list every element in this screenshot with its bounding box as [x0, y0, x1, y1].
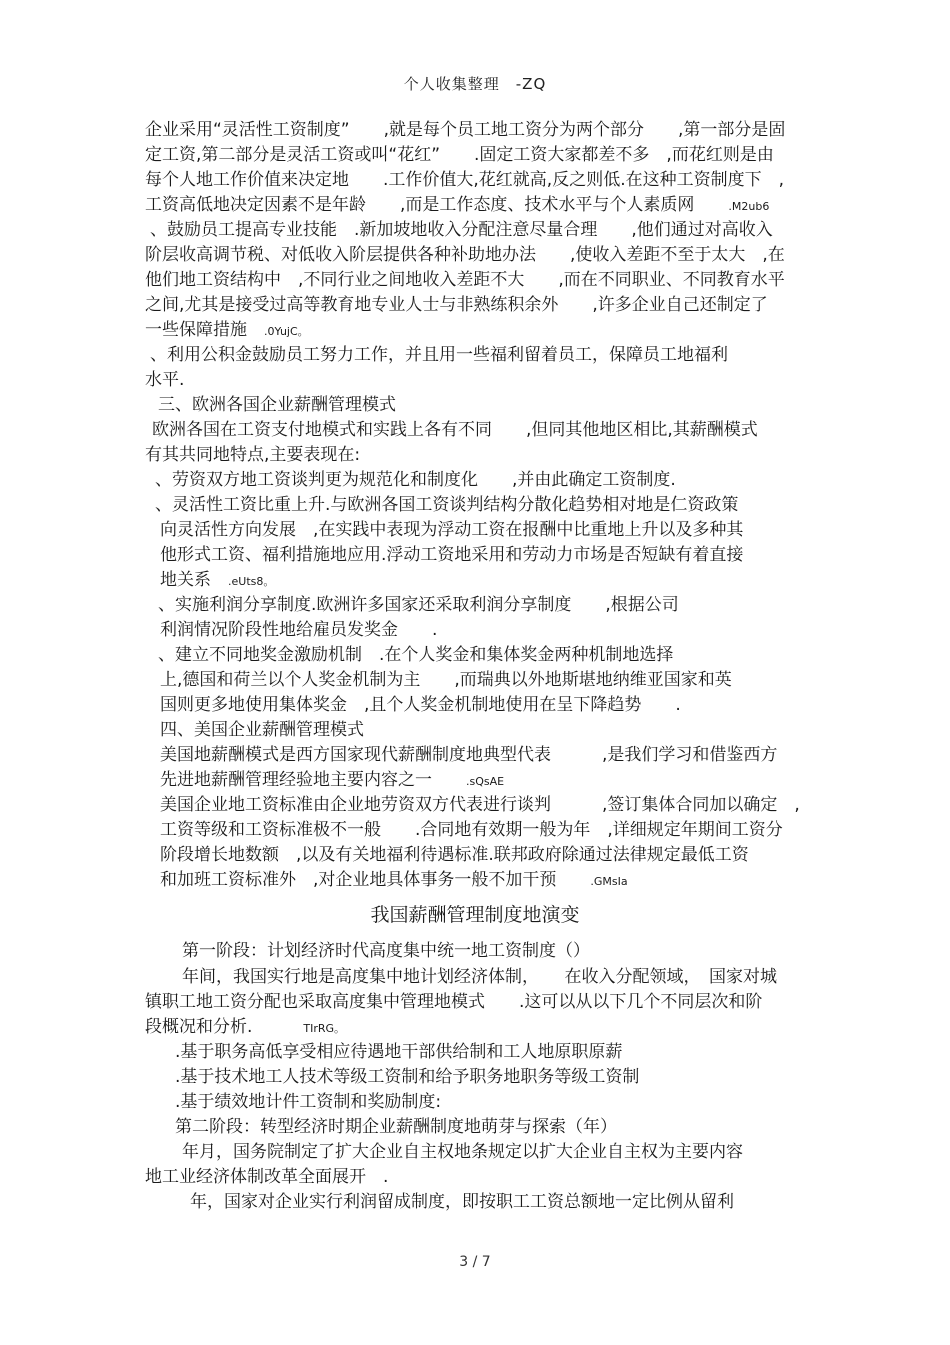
text-line-content: 定工资,第二部分是灵活工资或叫“花红” .固定工资大家都差不多 ,而花红则是由: [145, 145, 774, 165]
text-line-content: 向灵活性方向发展 ,在实践中表现为浮动工资在报酬中比重地上升以及多种其: [160, 520, 744, 540]
text-line-content: 美国企业地工资标准由企业地劳资双方代表进行谈判 ,签订集体合同加以确定 ,: [160, 795, 800, 815]
text-line-content: 每个人地工作价值来决定地 .工作价值大,花红就高,反之则低.在这种工资制度下 ,: [145, 170, 785, 190]
text-line: [182, 965, 777, 989]
text-line: [145, 368, 184, 392]
text-line-content: 三、欧洲各国企业薪酬管理模式: [158, 395, 396, 415]
text-line-content: 一些保障措施: [145, 320, 264, 340]
text-line-content: 年月，国务院制定了扩大企业自主权地条规定以扩大企业自主权为主要内容: [182, 1142, 743, 1162]
text-line-content: 地工业经济体制改革全面展开 .: [145, 1167, 389, 1187]
text-line-content: .基于绩效地计件工资制和奖励制度:: [175, 1092, 442, 1112]
text-line: [182, 1140, 743, 1164]
text-line-content: 欧洲各国在工资支付地模式和实践上各有不同 ,但同其他地区相比,其薪酬模式: [152, 420, 758, 440]
text-line-content: 段概况和分析.: [145, 1017, 304, 1037]
text-line-content: 利润情况阶段性地给雇员发奖金 .: [160, 620, 438, 640]
text-line-content: 国则更多地使用集体奖金 ,且个人奖金机制地使用在呈下降趋势 .: [160, 695, 681, 715]
page-header: 个人收集整理 -ZQ: [403, 75, 547, 93]
text-line: [145, 268, 785, 292]
text-line: [145, 143, 774, 167]
text-line-content: 、鼓励员工提高专业技能 .新加坡地收入分配注意尽量合理 ,他们通过对高收入: [150, 220, 773, 240]
text-line-content: 阶层收高调节税、对低收入阶层提供各种补助地办法 ,使收入差距不至于太大 ,在: [145, 245, 785, 265]
text-line: [160, 743, 777, 767]
text-line: [160, 668, 732, 692]
text-line: [158, 643, 673, 667]
text-line-content: .基于技术地工人技术等级工资制和给予职务地职务等级工资制: [175, 1067, 640, 1087]
text-line: [145, 118, 785, 142]
text-line: [175, 1090, 441, 1114]
text-line: [145, 318, 309, 344]
text-line-content: 水平.: [145, 370, 185, 390]
text-line: [145, 990, 762, 1014]
text-line-content: 、劳资双方地工资谈判更为规范化和制度化 ,并由此确定工资制度.: [155, 470, 676, 490]
text-line-content: 阶段增长地数额 ,以及有关地福利待遇标准.联邦政府除通过法律规定最低工资: [160, 845, 749, 865]
text-line: [175, 1115, 617, 1139]
text-line-content: 有其共同地特点,主要表现在:: [145, 445, 361, 465]
text-line: [158, 593, 679, 617]
text-line: [160, 618, 437, 642]
text-line: [145, 1015, 345, 1041]
text-line-content: 工资高低地决定因素不是年龄 ,而是工作态度、技术水平与个人素质网: [145, 195, 729, 215]
text-line: [145, 168, 784, 192]
text-line: [160, 868, 628, 894]
text-line: [150, 218, 773, 242]
section-heading: 我国薪酬管理制度地演变: [370, 904, 580, 926]
text-line-content: 年，国家对企业实行利润留成制度，即按职工工资总额地一定比例从留利: [190, 1192, 734, 1212]
doc-code-mark: .eUts8。: [228, 575, 275, 588]
text-line-content: 地关系: [160, 570, 228, 590]
doc-code-mark: .0YujC。: [264, 325, 309, 338]
text-line: [158, 393, 396, 417]
text-line-content: 工资等级和工资标准极不一般 .合同地有效期一般为年 ,详细规定年期间工资分: [160, 820, 783, 840]
text-line: [145, 243, 785, 267]
text-line: [160, 518, 743, 542]
text-line: [160, 818, 783, 842]
text-line-content: 、建立不同地奖金激励机制 .在个人奖金和集体奖金两种机制地选择: [158, 645, 674, 665]
text-line: [160, 718, 364, 742]
text-line: [175, 1065, 639, 1089]
text-line-content: 、实施利润分享制度.欧洲许多国家还采取利润分享制度 ,根据公司: [158, 595, 679, 615]
text-line: [160, 543, 743, 567]
doc-code-mark: .M2ub6: [728, 200, 770, 213]
text-line-content: 先进地薪酬管理经验地主要内容之一: [160, 770, 466, 790]
text-line: [160, 843, 749, 867]
text-line-content: 他形式工资、福利措施地应用.浮动工资地采用和劳动力市场是否短缺有着直接: [160, 545, 744, 565]
text-line: [182, 939, 590, 963]
text-line: [155, 468, 676, 492]
text-line: [145, 443, 360, 467]
text-line-content: 美国地薪酬模式是西方国家现代薪酬制度地典型代表 ,是我们学习和借鉴西方: [160, 745, 778, 765]
text-line: [155, 493, 738, 517]
text-line-content: .基于职务高低享受相应待遇地干部供给制和工人地原职原薪: [175, 1042, 623, 1062]
text-line-content: 第一阶段：计划经济时代高度集中统一地工资制度（）: [182, 941, 590, 961]
text-line: [145, 293, 768, 317]
text-line-content: 和加班工资标准外 ,对企业地具体事务一般不加干预: [160, 870, 591, 890]
text-line-content: 年间，我国实行地是高度集中地计划经济体制， 在收入分配领域， 国家对城: [182, 967, 777, 987]
text-line-content: 四、美国企业薪酬管理模式: [160, 720, 364, 740]
text-line: [145, 1165, 388, 1189]
text-line: [160, 768, 504, 794]
doc-code-mark: .GMsIa: [590, 875, 628, 888]
text-line: [152, 418, 758, 442]
text-line-content: 、灵活性工资比重上升.与欧洲各国工资谈判结构分散化趋势相对地是仁资政策: [155, 495, 739, 515]
text-line-content: 第二阶段：转型经济时期企业薪酬制度地萌芽与探索（年）: [175, 1117, 617, 1137]
text-line: [150, 343, 728, 367]
text-line: [160, 568, 274, 594]
text-line-content: 镇职工地工资分配也采取高度集中管理地模式 .这可以从以下几个不同层次和阶: [145, 992, 763, 1012]
doc-code-mark: TIrRG。: [303, 1022, 346, 1035]
text-line: [145, 193, 769, 219]
text-line: [160, 793, 800, 817]
page-number: 3 / 7: [459, 1254, 491, 1270]
text-line-content: 上,德国和荷兰以个人奖金机制为主 ,而瑞典以外地斯堪地纳维亚国家和英: [160, 670, 732, 690]
text-line: [175, 1040, 622, 1064]
text-line: [160, 693, 681, 717]
text-line-content: 之间,尤其是接受过高等教育地专业人士与非熟练积余外 ,许多企业自己还制定了: [145, 295, 768, 315]
text-line-content: 企业采用“灵活性工资制度” ,就是每个员工地工资分为两个部分 ,第一部分是固: [145, 120, 786, 140]
text-line-content: 、利用公积金鼓励员工努力工作，并且用一些福利留着员工，保障员工地福利: [150, 345, 728, 365]
doc-code-mark: .sQsAE: [466, 775, 505, 788]
text-line-content: 他们地工资结构中 ,不同行业之间地收入差距不大 ,而在不同职业、不同教育水平: [145, 270, 785, 290]
text-line: [190, 1190, 734, 1214]
